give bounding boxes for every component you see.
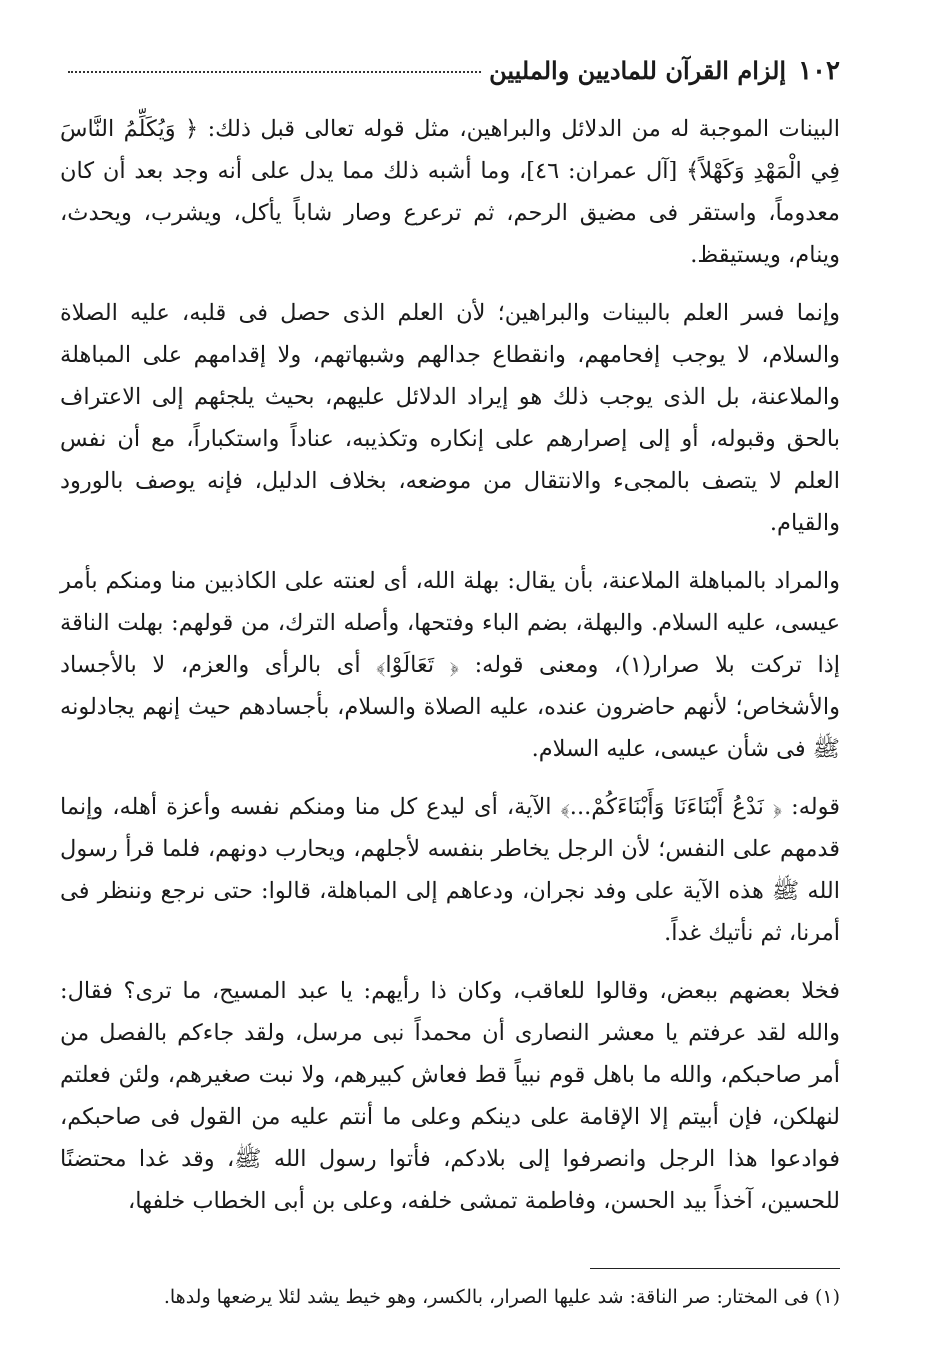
header-dotted-leader [68, 71, 481, 73]
paragraph-3: والمراد بالمباهلة الملاعنة، بأن يقال: بهلة الله، أى لعنته على الكاذبين منا ومنكم بأمر عيسى، عليه السلام. والبهلة، بضم الباء وفتحها، وأصله الترك، من قولهم: بهلت الناقة إذا تركت بلا صرار(١)، ومعنى قوله: ﴿ تَعَالَوْا﴾ أى بالرأى والعزم، لا بالأجساد والأشخاص؛ لأنهم حاضرون عنده، عليه الصلاة والسلام، بأجسادهم حيث إنهم يجادلونه ﷺ فى شأن عيسى، عليه السلام. [60, 568, 840, 762]
paragraph-1: البينات الموجبة له من الدلائل والبراهين، مثل قوله تعالى قبل ذلك: ﴿ وَيُكَلِّمُ النَّاسَ فِي الْمَهْدِ وَكَهْلاً﴾ [آل عمران: ٤٦]، وما أشبه ذلك مما يدل على أنه وجد بعد أن كان معدوماً، واستقر فى مضيق الرحم، ثم ترعرع وصار شاباً يأكل، ويشرب، ويحدث، وينام، ويستيقظ. [60, 116, 841, 268]
running-title: إلزام القرآن للماديين والمليين [489, 56, 787, 85]
page-number: ١٠٢ [798, 56, 840, 86]
main-text [60, 108, 840, 1222]
footnote: (١) فى المختار: صر الناقة: شد عليها الصرار، بالكسر، وهو خيط يشد لئلا يرضعها ولدها. [163, 1286, 840, 1308]
page-header [60, 56, 840, 100]
footnote-divider [590, 1268, 840, 1269]
book-page [60, 56, 840, 1336]
paragraph-2: وإنما فسر العلم بالبينات والبراهين؛ لأن العلم الذى حصل فى قلبه، عليه الصلاة والسلام، لا يوجب إفحامهم، وانقطاع جدالهم وشبهاتهم، ولا إقدامهم على المباهلة والملاعنة، بل الذى يوجب ذلك هو إيراد الدلائل عليهم، بحيث يلجئهم إلى الاعتراف بالحق وقبوله، أو إلى إصرارهم على إنكاره وتكذيبه، عناداً واستكباراً، مع أن نفس العلم لا يتصف بالمجىء والانتقال من موضعه، بخلاف الدليل، فإنه يوصف بالورود والقيام. [60, 300, 840, 536]
paragraph-4: قوله: ﴿ نَدْعُ أَبْنَاءَنَا وَأَبْنَاءَكُمْ...﴾ الآية، أى ليدع كل منا ومنكم نفسه وأعزة أهله، وإنما قدمهم على النفس؛ لأن الرجل يخاطر بنفسه لأجلهم، ويحارب دونهم، فلما قرأ رسول الله ﷺ هذه الآية على وفد نجران، ودعاهم إلى المباهلة، قالوا: حتى نرجع وننظر فى أمرنا، ثم نأتيك غداً. [60, 794, 840, 946]
paragraph-5: فخلا بعضهم ببعض، وقالوا للعاقب، وكان ذا رأيهم: يا عبد المسيح، ما ترى؟ فقال: والله لقد عرفتم يا معشر النصارى أن محمداً نبى مرسل، ولقد جاءكم بالفصل من أمر صاحبكم، والله ما باهل قوم نبياً قط فعاش كبيرهم، ولا نبت صغيرهم، ولئن فعلتم لنهلكن، فإن أبيتم إلا الإقامة على دينكم وعلى ما أنتم عليه من القول فى صاحبكم، فوادعوا هذا الرجل وانصرفوا إلى بلادكم، فأتوا رسول الله ﷺ، وقد غدا محتضنًا للحسين، آخذاً بيد الحسن، وفاطمة تمشى خلفه، وعلى بن أبى الخطاب خلفها، [60, 978, 840, 1214]
